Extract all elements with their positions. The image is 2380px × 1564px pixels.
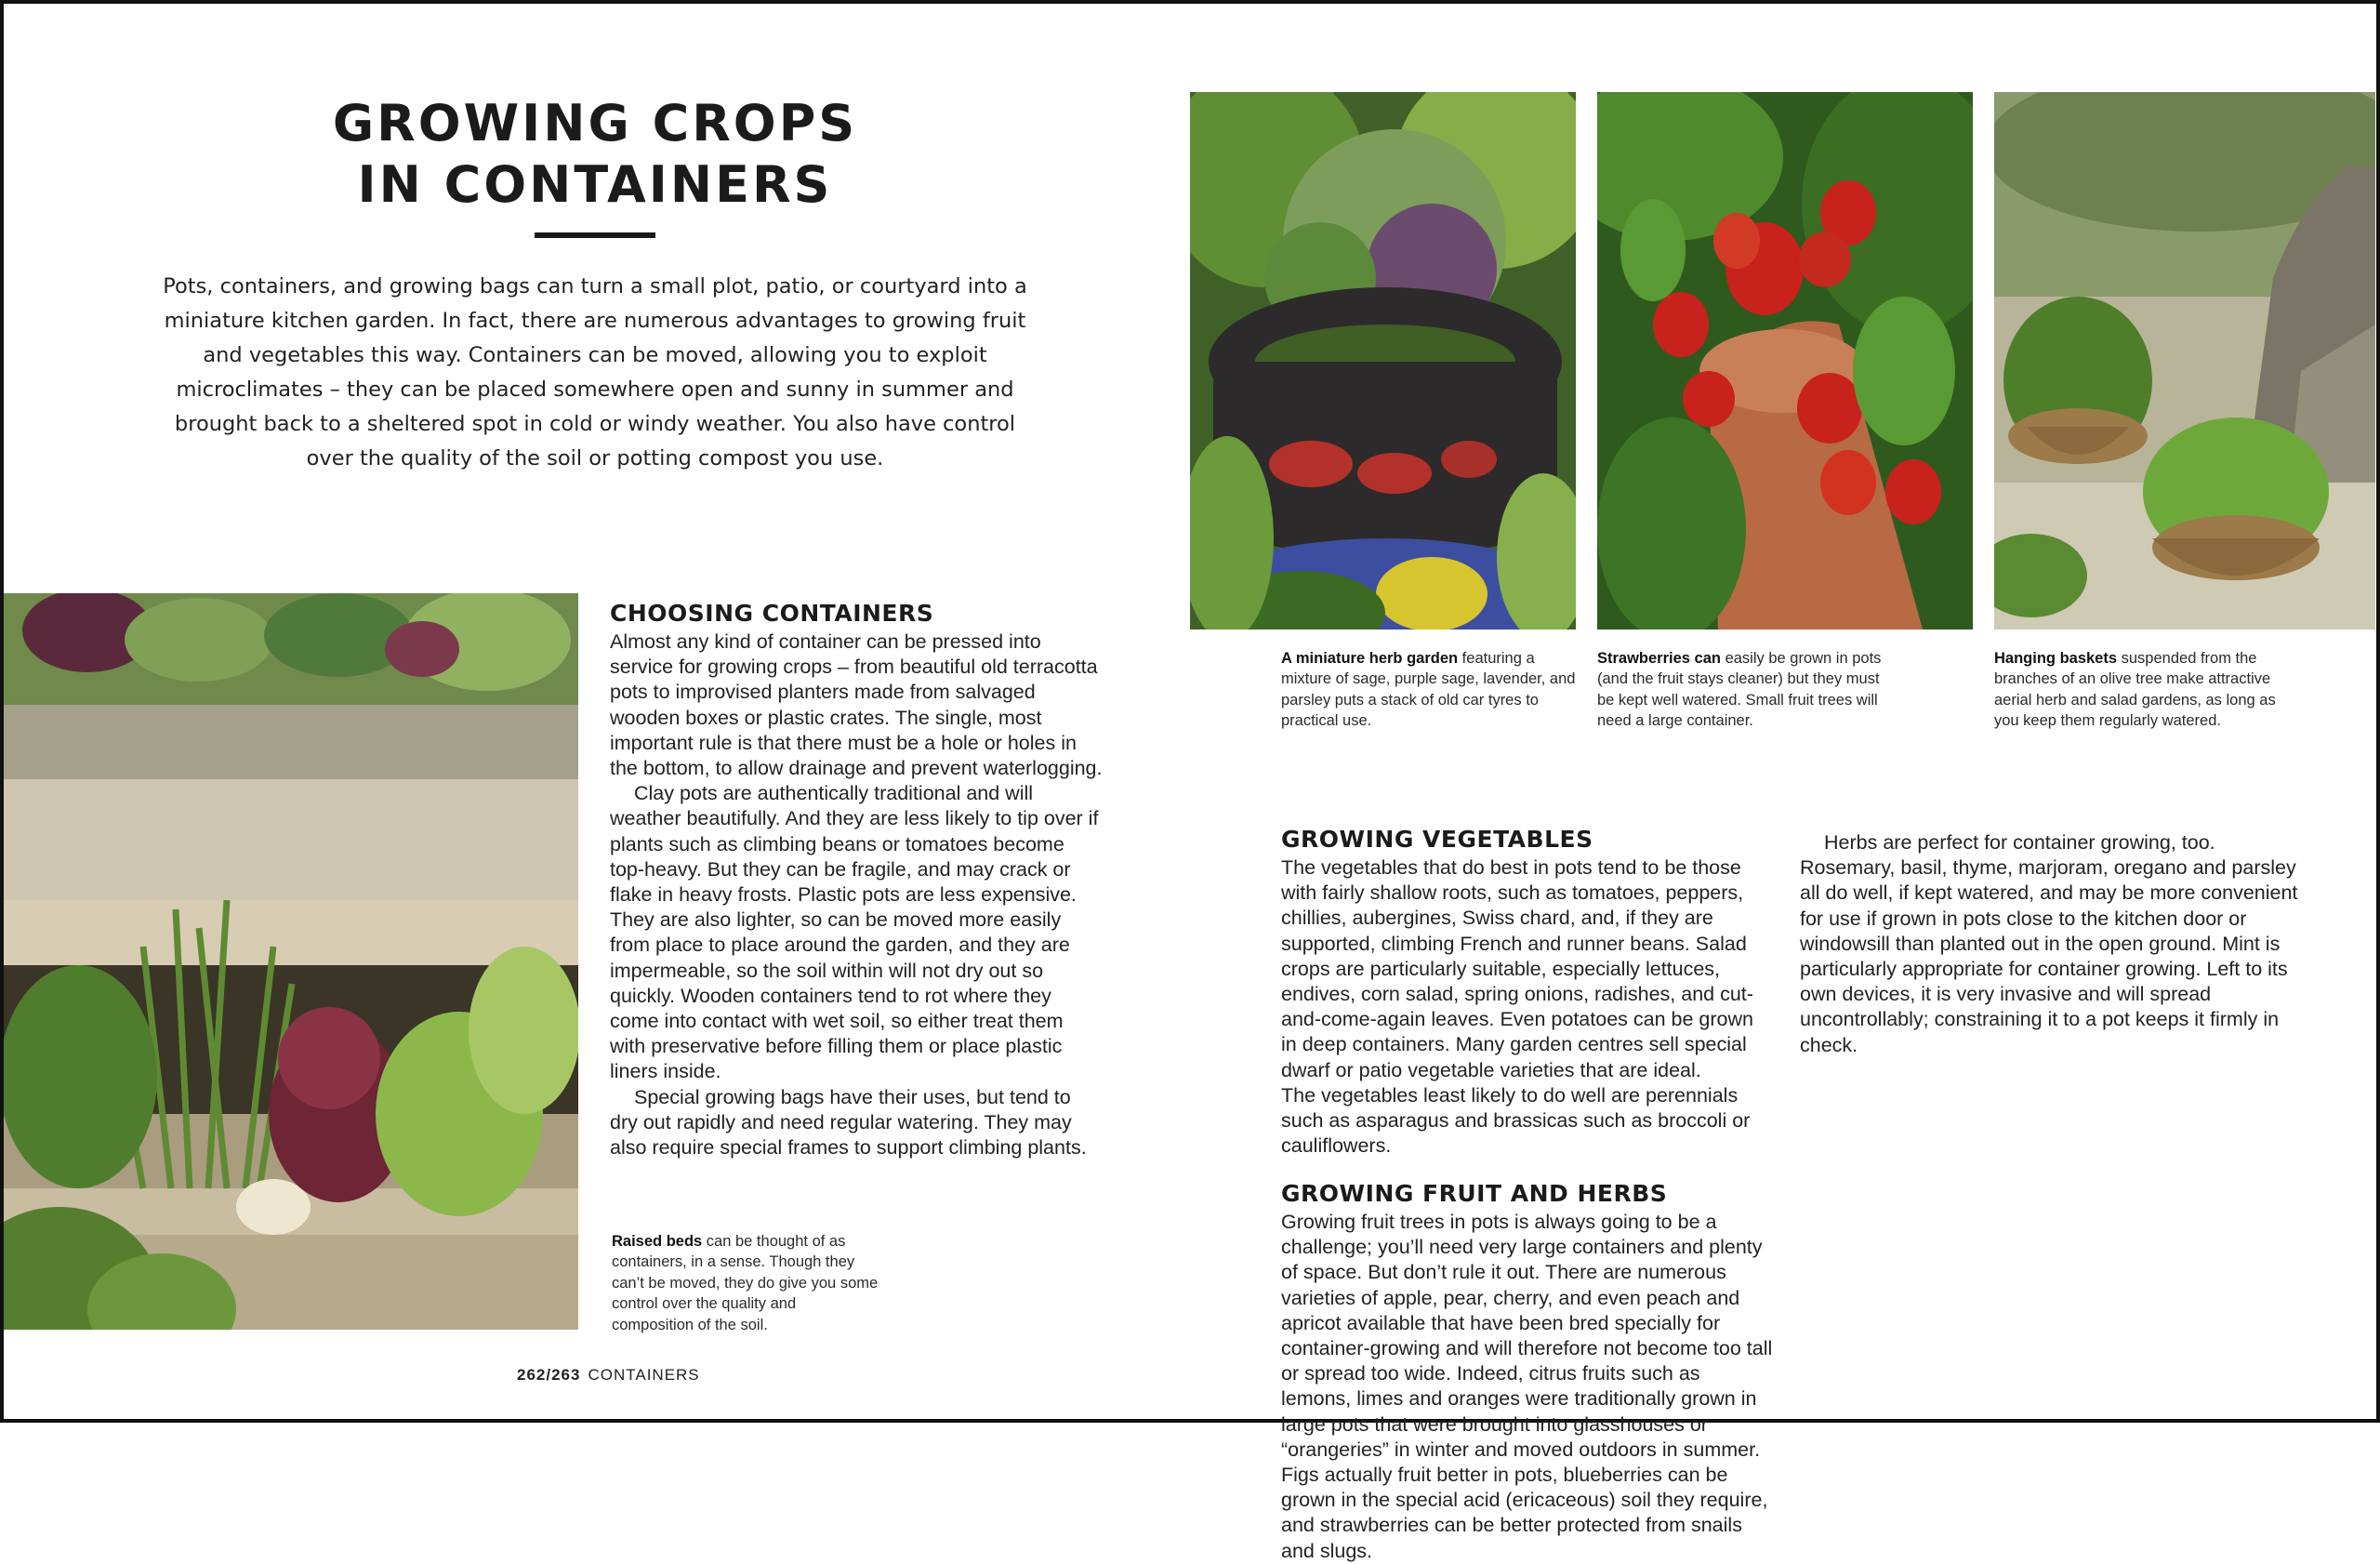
strawberries-photo [1597,92,1973,630]
section-name: CONTAINERS [588,1366,700,1384]
strawberries-caption-bold: Strawberries can [1597,650,1721,667]
hanging-baskets-caption-bold: Hanging baskets [1994,650,2118,667]
vegetables-para-2: The vegetables least likely to do well are perennials such as asparagus and brassicas such as broccoli or cauliflowers. [1281,1083,1751,1158]
fruit-para-2: Herbs are perfect for container growing, too. Rosemary, basil, thyme, marjoram, oregano and parsley all do well, if kept watered, and may be more convenient for use if grown in pots close to the kitchen door or windowsill than planted out in the open ground. Mint is particularly appropriate for container growing. Left to its own devices, it is very invasive and will spread uncontrollably; constraining it to a pot keeps it firmly in check. [1800,831,2298,1056]
raised-beds-caption-text: can be thought of as containers, in a sense. Though they can’t be moved, they do give you some control over the quality and composition of the soil. [612,1233,879,1333]
page-title [167,93,1023,216]
page-folio [517,1366,700,1385]
hanging-baskets-photo [1994,92,2375,630]
vegetables-para-1: The vegetables that do best in pots tend to be those with fairly shallow roots, such as tomatoes, peppers, chillies, aubergines, Swiss chard, and, if they are supported, climbing French and runner beans. Salad crops are particularly suitable, especially lettuces, endives, corn salad, spring onions, radishes, and cut-and-come-again leaves. Even potatoes can be grown in deep containers. Many garden centres sell special dwarf or patio vegetable varieties that are ideal. [1281,856,1753,1081]
heading-choosing-containers: CHOOSING CONTAINERS [610,600,934,627]
herb-garden-caption [1281,648,1577,732]
herbs-column-text [1800,830,2302,1058]
hanging-baskets-caption [1994,648,2292,732]
strawberries-caption-text: easily be grown in pots (and the fruit stays cleaner) but they must be kept well watered. Small fruit trees will need a large container. [1597,650,1882,730]
herb-garden-caption-text: featuring a mixture of sage, purple sage, lavender, and parsley puts a stack of old car tyres to practical use. [1281,650,1576,730]
growing-vegetables-text [1281,855,1774,1159]
raised-beds-caption [612,1231,881,1335]
heading-growing-fruit-herbs: GROWING FRUIT AND HERBS [1281,1180,1668,1207]
strawberries-caption [1597,648,1898,732]
choosing-containers-text [610,630,1103,1160]
intro-paragraph: Pots, containers, and growing bags can turn a small plot, patio, or courtyard into a miniature kitchen garden. In fact, there are numerous advantages to growing fruit and vegetables this way. Containers can be moved, allowing you to exploit microclimates – they can be placed somewhere open and sunny in summer and brought back to a sheltered spot in cold or windy weather. You also have control over the quality of the soil or potting compost you use. [163,274,1027,471]
herb-garden-photo [1190,92,1576,630]
choosing-para-3: Special growing bags have their uses, but tend to dry out rapidly and need regular watering. They may also require special frames to support climbing plants. [610,1085,1087,1160]
choosing-para-1: Almost any kind of container can be pressed into service for growing crops – from beautiful old terracotta pots to improvised planters made from salvaged wooden boxes or plastic crates. The single, most important rule is that there must be a hole or holes in the bottom, to allow drainage and prevent waterlogging. [610,630,1103,780]
growing-fruit-herbs-text [1281,1210,1774,1564]
raised-beds-photo [4,593,578,1330]
page-numbers: 262/263 [517,1366,581,1384]
hanging-baskets-caption-text: suspended from the branches of an olive tree make attractive aerial herb and salad gardens, as long as you keep them regularly watered. [1994,650,2276,730]
herb-garden-caption-bold: A miniature herb garden [1281,650,1459,667]
heading-growing-vegetables: GROWING VEGETABLES [1281,826,1593,853]
page-title-line-2: IN CONTAINERS [357,155,833,214]
choosing-para-2: Clay pots are authentically traditional and will weather beautifully. And they are less likely to tip over if plants such as climbing beans or tomatoes become top-heavy. But they can be fragile, and may crack or flake in heavy frosts. Plastic pots are less expensive. They are also lighter, so can be moved more easily from place to place around the garden, and they are impermeable, so the soil within will not dry out so quickly. Wooden containers tend to rot where they come into contact with wet soil, so either treat them with preservative before filling them or place plastic liners inside. [610,782,1099,1083]
title-underline [535,232,655,238]
raised-beds-caption-bold: Raised beds [612,1233,703,1250]
page-title-line-1: GROWING CROPS [332,94,858,152]
fruit-para-1: Growing fruit trees in pots is always going to be a challenge; you’ll need very large containers and plenty of space. But don’t rule it out. There are numerous varieties of apple, pear, cherry, and even peach and apricot available that have been bred specially for container-growing and will therefore not become too tall or spread too wide. Indeed, citrus fruits such as lemons, limes and oranges were traditionally grown in large pots that were brought into glasshouses or “orangeries” in winter and moved outdoors in summer. Figs actually fruit better in pots, blueberries can be grown in the special acid (ericaceous) soil they require, and strawberries can be better protected from snails and slugs. [1281,1211,1773,1562]
